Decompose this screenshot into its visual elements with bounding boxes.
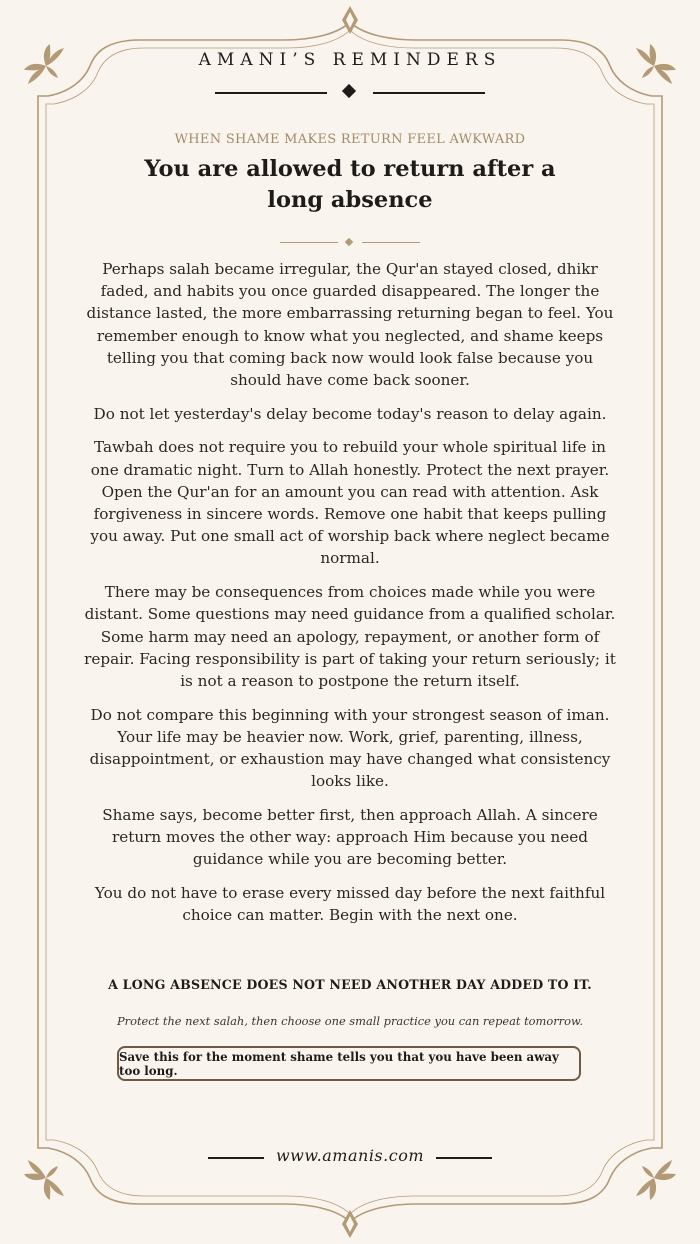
brand-divider bbox=[215, 88, 485, 98]
paragraph: Tawbah does not require you to rebuild your whole spiritual life in one dramatic night. Turn to Allah honestly. Protect the next prayer. Open the Qur'an for an amount you can read with attention. Ask forgiveness in sincere words. Remove one habit that keeps pulling you away. Put one small act of worship back where neglect became normal. bbox=[90, 438, 610, 568]
paragraph: Shame says, become better first, then approach Allah. A sincere return moves the other way: approach Him because you need guidance while you are becoming better. bbox=[102, 805, 598, 869]
kicker: WHEN SHAME MAKES RETURN FEEL AWKWARD bbox=[174, 132, 526, 147]
brand-title: AMANI’S REMINDERS bbox=[198, 50, 502, 70]
paragraph: You do not have to erase every missed day before the next faithful choice can matter. Begin with the next one. bbox=[94, 884, 606, 925]
save-prompt-text: Save this for the moment shame tells you that you have been away too long. bbox=[119, 1049, 559, 1078]
diamond-ornament-icon bbox=[345, 238, 353, 246]
paragraph: Perhaps salah became irregular, the Qur'an stayed closed, dhikr faded, and habits you once guarded disappeared. The longer the distance lasted, the more embarrassing returning began to feel. You remember enough to know what you neglected, and shame keeps telling you that coming back now would look false because you should have come back sooner. bbox=[86, 260, 614, 390]
title-divider bbox=[280, 238, 420, 248]
practice-note: Protect the next salah, then choose one small practice you can repeat tomorrow. bbox=[117, 1014, 583, 1028]
footer-rule-right bbox=[436, 1157, 492, 1159]
paragraph: There may be consequences from choices made while you were distant. Some questions may need guidance from a qualified scholar. Some harm may need an apology, repayment, or another form of repair. Facing responsibility is part of taking your return seriously; it is not a reason to postpone the return itself. bbox=[84, 583, 616, 690]
body-text bbox=[82, 258, 618, 938]
paragraph: Do not compare this beginning with your strongest season of iman. Your life may be heavier now. Work, grief, parenting, illness, disappointment, or exhaustion may have changed what consistency looks like. bbox=[89, 705, 611, 791]
page-title: You are allowed to return after a long absence bbox=[144, 156, 556, 213]
paragraph: Do not let yesterday's delay become today's reason to delay again. bbox=[93, 404, 607, 423]
footer-url[interactable]: www.amanis.com bbox=[275, 1146, 424, 1165]
closing-statement: A LONG ABSENCE DOES NOT NEED ANOTHER DAY ADDED TO IT. bbox=[108, 977, 592, 992]
save-prompt-box bbox=[117, 1046, 581, 1081]
